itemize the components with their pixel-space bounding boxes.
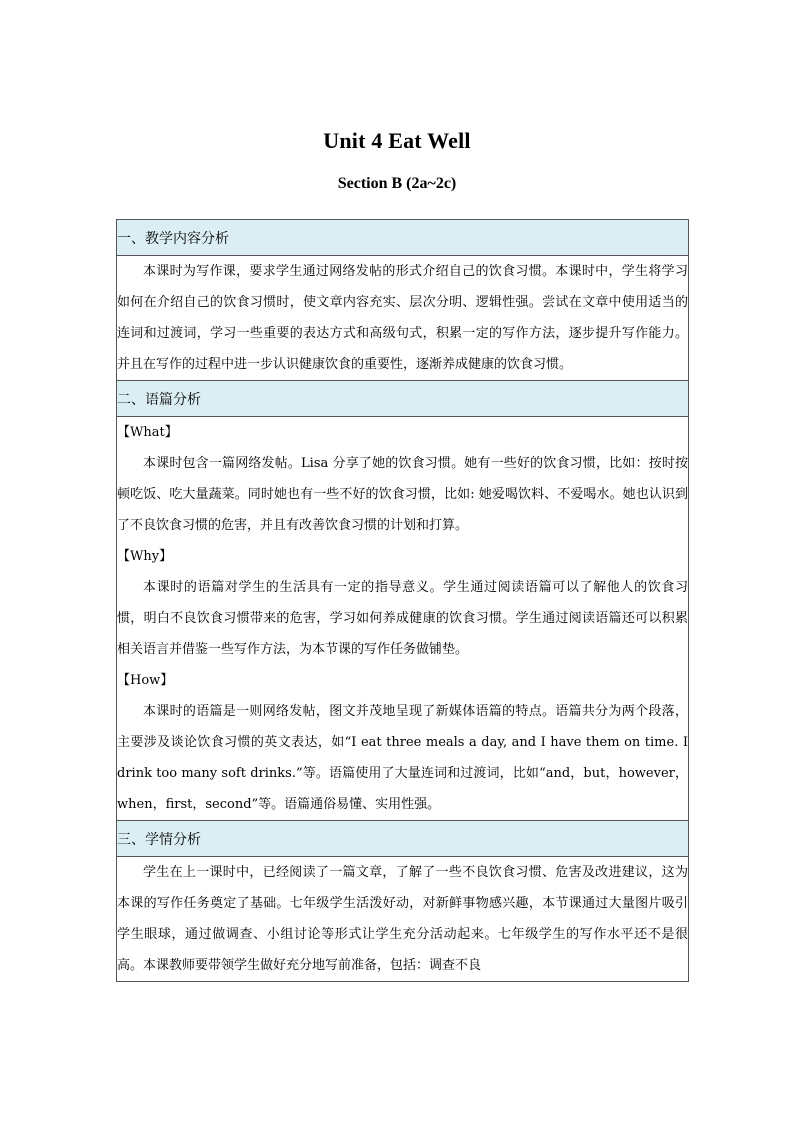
lesson-plan-table <box>116 219 689 982</box>
how-paragraph: 本课时的语篇是一则网络发帖，图文并茂地呈现了新媒体语篇的特点。语篇共分为两个段落，主要涉及谈论饮食习惯的英文表达，如“I eat three meals a day, and I have them on time. I drink too many soft drinks.”等。语篇使用了大量连词和过渡词，比如“and，but，however，when，first，second”等。语篇通俗易懂、实用性强。 <box>117 704 688 812</box>
document-title: Unit 4 Eat Well <box>323 128 471 153</box>
what-paragraph: 本课时包含一篇网络发帖。Lisa 分享了她的饮食习惯。她有一些好的饮食习惯，比如：按时按顿吃饭、吃大量蔬菜。同时她也有一些不好的饮食习惯，比如: 她爱喝饮料、不爱喝水。她也认识到了不良饮食习惯的危害，并且有改善饮食习惯的计划和打算。 <box>117 456 688 533</box>
document-subtitle: Section B (2a~2c) <box>337 175 457 192</box>
text-analysis-cell <box>117 417 689 821</box>
section-heading-content-analysis: 一、教学内容分析 <box>117 220 689 256</box>
content-analysis-paragraph: 本课时为写作课，要求学生通过网络发帖的形式介绍自己的饮食习惯。本课时中，学生将学习如何在介绍自己的饮食习惯时，使文章内容充实、层次分明、逻辑性强。尝试在文章中使用适当的连词和过渡词，学习一些重要的表达方式和高级句式，积累一定的写作方法，逐步提升写作能力。并且在写作的过程中进一步认识健康饮食的重要性，逐渐养成健康的饮食习惯。 <box>117 264 688 372</box>
learner-analysis-cell <box>117 857 689 982</box>
why-label: 【Why】 <box>117 549 173 564</box>
how-label: 【How】 <box>117 673 174 688</box>
content-analysis-cell <box>117 256 689 381</box>
section-header-row <box>117 220 689 256</box>
section-header-row <box>117 821 689 857</box>
section-body-row <box>117 256 689 381</box>
section-body-row <box>117 417 689 821</box>
why-paragraph: 本课时的语篇对学生的生活具有一定的指导意义。学生通过阅读语篇可以了解他人的饮食习惯，明白不良饮食习惯带来的危害，学习如何养成健康的饮食习惯。学生通过阅读语篇还可以积累相关语言并借鉴一些写作方法，为本节课的写作任务做铺垫。 <box>117 580 688 657</box>
section-body-row <box>117 857 689 982</box>
what-label: 【What】 <box>117 425 178 440</box>
section-heading-text-analysis: 二、语篇分析 <box>117 381 689 417</box>
learner-analysis-paragraph: 学生在上一课时中，已经阅读了一篇文章，了解了一些不良饮食习惯、危害及改进建议，这为本课的写作任务奠定了基础。七年级学生活泼好动，对新鲜事物感兴趣，本节课通过大量图片吸引学生眼球，通过做调查、小组讨论等形式让学生充分活动起来。七年级学生的写作水平还不是很高。本课教师要带领学生做好充分地写前准备，包括：调查不良 <box>117 865 688 973</box>
section-heading-learner-analysis: 三、学情分析 <box>117 821 689 857</box>
section-header-row <box>117 381 689 417</box>
